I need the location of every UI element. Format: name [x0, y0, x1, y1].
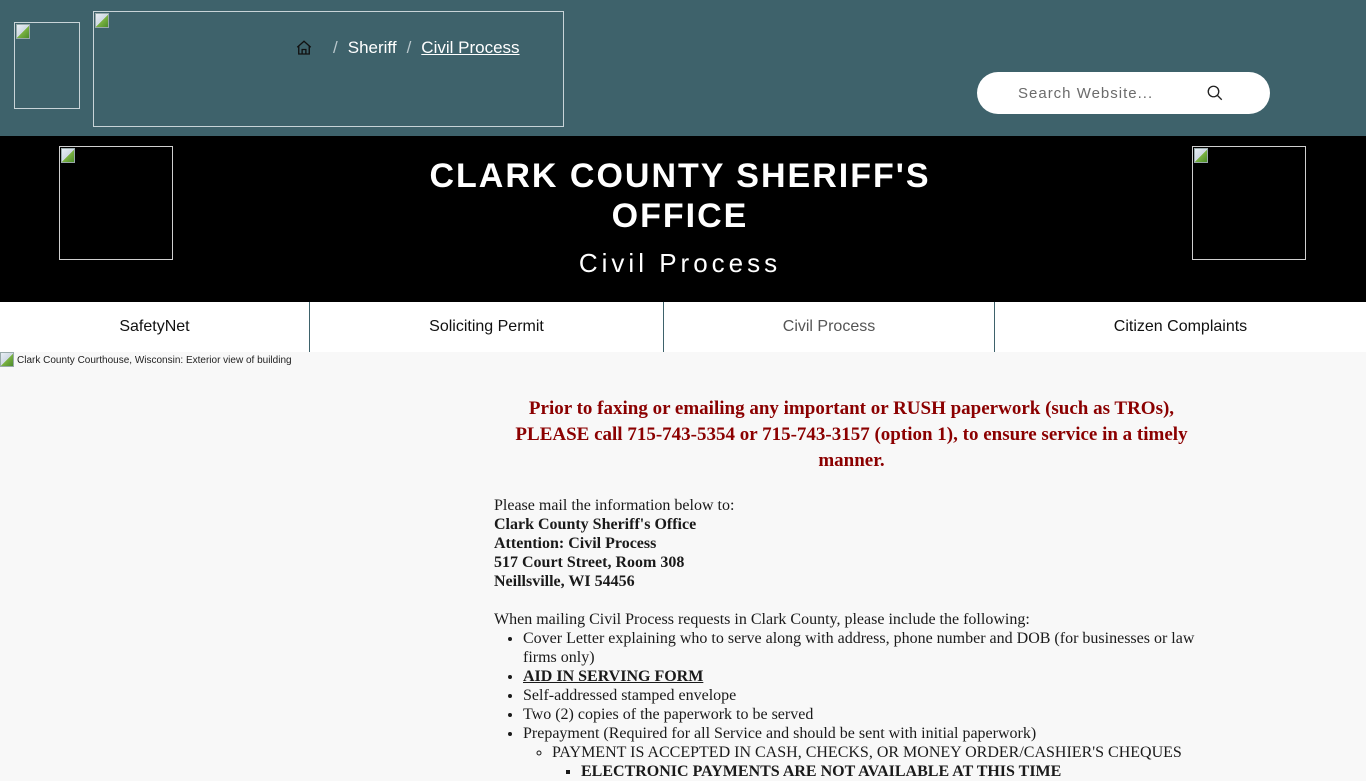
broken-image-icon: [0, 352, 16, 368]
breadcrumb-separator: /: [406, 38, 412, 57]
list-item: • Self-addressed stamped envelope: [523, 686, 1214, 705]
broken-image-icon: [16, 24, 32, 40]
breadcrumb-separator: /: [333, 38, 338, 57]
image-alt-text: Clark County Courthouse, Wisconsin: Exterior view of building: [17, 354, 292, 366]
rush-alert: Prior to faxing or emailing any important or RUSH paperwork (such as TROs), PLEASE call 715-743-5354 or 715-743-3157 (option 1), to ensure service in a timely manner.: [515, 398, 1188, 471]
search-icon[interactable]: [1206, 84, 1224, 102]
payment-note: PAYMENT IS ACCEPTED IN CASH, CHECKS, OR MONEY ORDER/CASHIER'S CHEQUES: [552, 744, 1182, 761]
hero-banner: [0, 136, 1366, 302]
logo-image[interactable]: [14, 22, 80, 109]
broken-image-icon: [95, 13, 111, 29]
broken-image-icon: [61, 148, 77, 164]
electronic-note: ▪ ELECTRONIC PAYMENTS ARE NOT AVAILABLE AT THIS TIME: [581, 762, 1214, 781]
courthouse-image: [0, 352, 292, 368]
list-item: [523, 724, 1214, 781]
civil-process-info: [494, 396, 1214, 781]
address-line: Clark County Sheriff's Office: [494, 516, 697, 533]
nav-citizen-complaints[interactable]: Citizen Complaints: [1113, 318, 1248, 335]
address-line: Neillsville, WI 54456: [494, 573, 635, 590]
list-item: • Two (2) copies of the paperwork to be served: [523, 705, 1214, 724]
broken-image-icon: [1194, 148, 1210, 164]
address-line: 517 Court Street, Room 308: [494, 554, 685, 571]
nav-civil-process[interactable]: Civil Process: [664, 302, 995, 352]
search-input[interactable]: [1018, 85, 1198, 102]
aid-in-serving-form-link[interactable]: AID IN SERVING FORM: [523, 668, 704, 685]
breadcrumb-civil-process[interactable]: Civil Process: [421, 38, 520, 57]
mailing-address: [494, 496, 1214, 591]
page-subtitle: Civil Process: [578, 248, 782, 278]
mail-intro: Please mail the information below to:: [494, 497, 735, 514]
electronic-sublist: [581, 762, 1214, 781]
list-item: [523, 667, 1214, 686]
address-line: Attention: Civil Process: [494, 535, 657, 552]
section-nav: [0, 302, 1366, 352]
prepayment-text: Prepayment (Required for all Service and should be sent with initial paperwork): [523, 725, 1037, 742]
page-title: CLARK COUNTY SHERIFF'S OFFICE: [429, 157, 931, 235]
include-intro: When mailing Civil Process requests in Clark County, please include the following:: [494, 611, 1030, 628]
list-item: [552, 743, 1214, 781]
search-box: [977, 72, 1270, 114]
main-content: [0, 352, 1366, 780]
requirements-list: [523, 629, 1214, 781]
list-item: • Cover Letter explaining who to serve along with address, phone number and DOB (for businesses or law firms only): [523, 629, 1214, 667]
home-icon[interactable]: [295, 39, 313, 57]
hero-left-image: [59, 146, 173, 260]
banner-image: [93, 11, 564, 127]
hero-right-image: [1192, 146, 1306, 260]
breadcrumb: [295, 38, 520, 58]
payment-sublist: [552, 743, 1214, 781]
nav-soliciting-permit[interactable]: Soliciting Permit: [310, 302, 664, 352]
breadcrumb-sheriff[interactable]: Sheriff: [347, 38, 397, 57]
top-header: [0, 0, 1366, 136]
nav-safetynet[interactable]: SafetyNet: [0, 302, 310, 352]
